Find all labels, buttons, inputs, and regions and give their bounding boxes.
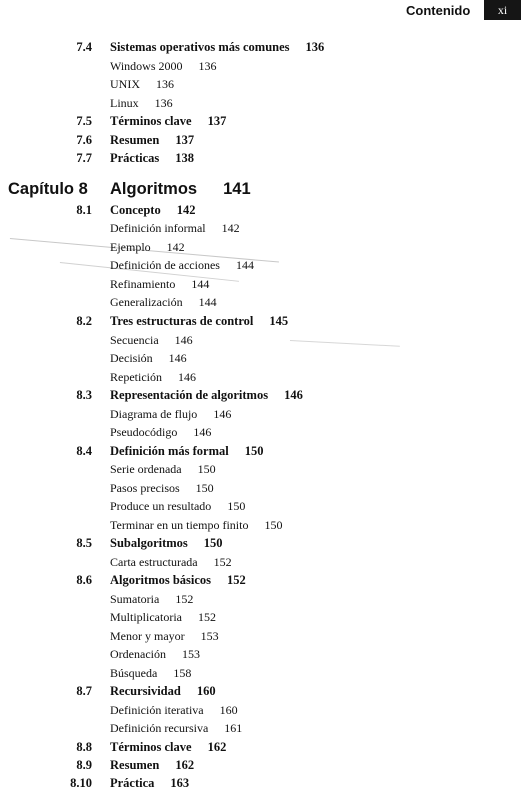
page-ref: 142 (221, 221, 240, 235)
subsection-title: Repetición (110, 370, 162, 384)
subsection-title: UNIX (110, 77, 140, 91)
section-title: Tres estructuras de control (110, 314, 254, 328)
page-ref: 141 (223, 180, 251, 198)
page-ref: 161 (224, 721, 243, 735)
section-number: 8.9 (76, 758, 92, 772)
section-title: Prácticas (110, 151, 160, 165)
section-number: 7.4 (76, 40, 92, 54)
subsection-title: Windows 2000 (110, 59, 183, 73)
page-ref: 144 (198, 295, 217, 309)
chapter-title: Algoritmos (110, 180, 198, 198)
page-ref: 138 (175, 151, 195, 165)
section-number: 8.2 (76, 314, 92, 328)
page-ref: 150 (227, 499, 246, 513)
section-number: 8.4 (76, 444, 92, 458)
subsection-title: Generalización (110, 295, 183, 309)
page-ref: 136 (198, 59, 217, 73)
page-ref: 136 (305, 40, 325, 54)
section-title: Resumen (110, 133, 160, 147)
section-title: Sistemas operativos más comunes (110, 40, 290, 54)
page-ref: 158 (173, 666, 192, 680)
page-ref: 163 (170, 776, 190, 790)
subsection-title: Definición iterativa (110, 703, 204, 717)
page-ref: 162 (207, 740, 227, 754)
page-ref: 136 (156, 77, 174, 91)
page-ref: 142 (166, 240, 185, 254)
subsection-title: Ordenación (110, 647, 166, 661)
subsection-title: Refinamiento (110, 277, 176, 291)
subsection-title: Multiplicatoria (110, 610, 182, 624)
subsection-title: Secuencia (110, 333, 159, 347)
subsection-title: Búsqueda (110, 666, 158, 680)
page-ref: 160 (196, 684, 216, 698)
page-ref: 152 (227, 573, 246, 587)
subsection-title: Sumatoria (110, 592, 160, 606)
section-title: Subalgoritmos (110, 536, 188, 550)
section-number: 8.10 (70, 776, 92, 790)
page-ref: 150 (203, 536, 223, 550)
section-number: 7.5 (76, 114, 92, 128)
subsection-title: Definición de acciones (110, 258, 220, 272)
page-number-tab: xi (484, 0, 521, 20)
subsection-title: Pasos precisos (110, 481, 180, 495)
section-title: Algoritmos básicos (110, 573, 212, 587)
section-number: 8.8 (76, 740, 92, 754)
subsection-title: Serie ordenada (110, 462, 182, 476)
section-title: Resumen (110, 758, 160, 772)
page-ref: 152 (175, 592, 194, 606)
page-ref: 142 (176, 203, 196, 217)
section-title: Concepto (110, 203, 161, 217)
page-ref: 146 (213, 407, 232, 421)
subsection-title: Diagrama de flujo (110, 407, 198, 421)
subsection-title: Definición informal (110, 221, 206, 235)
subsection-title: Pseudocódigo (110, 425, 178, 439)
subsection-title: Carta estructurada (110, 555, 198, 569)
section-number: 8.5 (76, 536, 92, 550)
page-ref: 137 (207, 114, 227, 128)
page-ref: 152 (213, 555, 232, 569)
subsection-title: Menor y mayor (110, 629, 185, 643)
page-ref: 136 (154, 96, 173, 110)
subsection-title: Terminar en un tiempo finito (110, 518, 249, 532)
scan-mark (290, 340, 400, 347)
page-ref: 137 (175, 133, 195, 147)
page-ref: 146 (168, 351, 187, 365)
section-number: 7.7 (76, 151, 92, 165)
page-ref: 146 (177, 370, 196, 384)
section-number: 7.6 (76, 133, 92, 147)
subsection-title: Ejemplo (110, 240, 151, 254)
page-ref: 146 (193, 425, 212, 439)
subsection-title: Produce un resultado (110, 499, 212, 513)
page-ref: 150 (195, 481, 214, 495)
page-ref: 145 (269, 314, 289, 328)
page-ref: 144 (235, 258, 254, 272)
page-ref: 146 (284, 388, 303, 402)
section-title: Definición más formal (110, 444, 229, 458)
section-number: 8.3 (76, 388, 92, 402)
page-ref: 152 (197, 610, 216, 624)
running-header: Contenido (406, 3, 471, 18)
page-ref: 162 (175, 758, 195, 772)
subsection-title: Definición recursiva (110, 721, 209, 735)
chapter-number: Capítulo 8 (8, 180, 88, 198)
section-number: 8.6 (76, 573, 92, 587)
subsection-title: Decisión (110, 351, 153, 365)
page-ref: 146 (174, 333, 193, 347)
section-title: Términos clave (110, 114, 192, 128)
section-number: 8.1 (76, 203, 92, 217)
section-title: Términos clave (110, 740, 192, 754)
page-ref: 150 (244, 444, 264, 458)
page-ref: 153 (200, 629, 219, 643)
subsection-title: Linux (110, 96, 139, 110)
section-title: Recursividad (110, 684, 181, 698)
page-ref: 150 (264, 518, 283, 532)
page-ref: 160 (219, 703, 238, 717)
page-ref: 144 (191, 277, 210, 291)
page-ref: 150 (197, 462, 216, 476)
section-title: Representación de algoritmos (110, 388, 269, 402)
page-ref: 153 (181, 647, 200, 661)
section-title: Práctica (110, 776, 155, 790)
section-number: 8.7 (76, 684, 92, 698)
